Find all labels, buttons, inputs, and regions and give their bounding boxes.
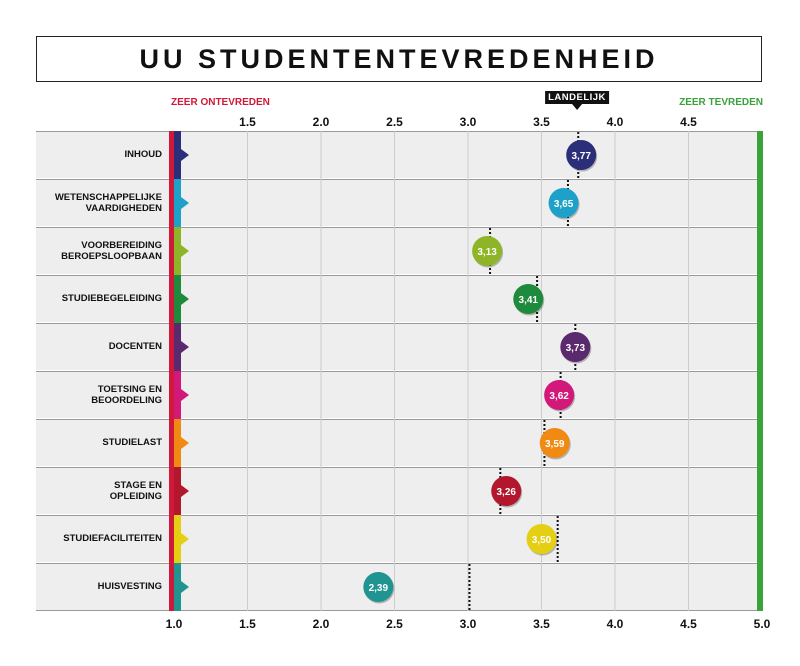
- scale-left-label: ZEER ONTEVREDEN: [171, 97, 270, 108]
- category-arrow-icon: [181, 341, 189, 353]
- value-label: 3,26: [496, 487, 516, 498]
- bottom-tick-label: 3.5: [533, 617, 550, 631]
- value-label: 3,73: [565, 343, 586, 354]
- category-label: HUISVESTING: [97, 581, 162, 593]
- category-strip: [174, 227, 181, 275]
- top-tick-label: 2.0: [312, 115, 330, 129]
- category-arrow-icon: [181, 581, 189, 593]
- category-strip: [174, 515, 181, 563]
- bottom-tick-label: 4.5: [680, 617, 697, 631]
- value-label: 3,62: [549, 391, 569, 402]
- category-arrow-icon: [181, 245, 189, 257]
- category-label: INHOUD: [124, 149, 162, 161]
- category-strip: [174, 275, 181, 323]
- value-label: 3,77: [571, 151, 591, 162]
- top-tick-label: 2.5: [386, 115, 403, 129]
- category-label: STUDIEBEGELEIDING: [61, 293, 162, 305]
- category-arrow-icon: [181, 197, 189, 209]
- top-tick-label: 4.0: [606, 115, 624, 129]
- top-tick-label: 3.0: [459, 115, 477, 129]
- chart-title: UU STUDENTENTEVREDENHEID: [139, 43, 659, 74]
- value-label: 2,39: [368, 583, 389, 594]
- value-label: 3,59: [544, 439, 565, 450]
- category-arrow-icon: [181, 389, 189, 401]
- bottom-tick-label: 1.0: [165, 617, 183, 631]
- category-label: DOCENTEN: [108, 341, 162, 353]
- bottom-tick-label: 4.0: [606, 617, 624, 631]
- category-strip: [174, 467, 181, 515]
- category-arrow-icon: [181, 437, 189, 449]
- bottom-tick-label: 1.5: [239, 617, 256, 631]
- category-strip: [174, 323, 181, 371]
- category-arrow-icon: [181, 149, 189, 161]
- value-label: 3,65: [553, 199, 574, 210]
- benchmark-badge: LANDELIJK: [545, 91, 609, 104]
- category-label: STUDIEFACILITEITEN: [63, 533, 162, 545]
- category-label: STUDIELAST: [102, 437, 162, 449]
- value-label: 3,13: [477, 247, 497, 258]
- right-scale-bar: [757, 131, 763, 611]
- category-strip: [174, 371, 181, 419]
- category-arrow-icon: [181, 293, 189, 305]
- category-strip: [174, 179, 181, 227]
- scale-right-label: ZEER TEVREDEN: [679, 97, 763, 108]
- bottom-tick-label: 2.5: [386, 617, 403, 631]
- category-label: STAGE EN OPLEIDING: [109, 479, 162, 502]
- top-tick-label: 4.5: [680, 115, 697, 129]
- value-label: 3,41: [518, 295, 539, 306]
- top-tick-label: 1.5: [239, 115, 256, 129]
- bottom-tick-label: 2.0: [312, 617, 330, 631]
- category-label: VOORBEREIDING BEROEPSLOOPBAAN: [61, 239, 162, 262]
- category-strip: [174, 563, 181, 611]
- category-arrow-icon: [181, 533, 189, 545]
- left-scale-bar: [169, 131, 174, 611]
- bottom-tick-label: 3.0: [459, 617, 477, 631]
- category-label: WETENSCHAPPELIJKE VAARDIGHEDEN: [54, 191, 162, 214]
- bottom-tick-label: 5.0: [753, 617, 771, 631]
- top-tick-label: 3.5: [533, 115, 550, 129]
- category-strip: [174, 419, 181, 467]
- category-strip: [174, 131, 181, 179]
- category-arrow-icon: [181, 485, 189, 497]
- category-label: TOETSING EN BEOORDELING: [91, 383, 162, 406]
- value-label: 3,50: [531, 535, 552, 546]
